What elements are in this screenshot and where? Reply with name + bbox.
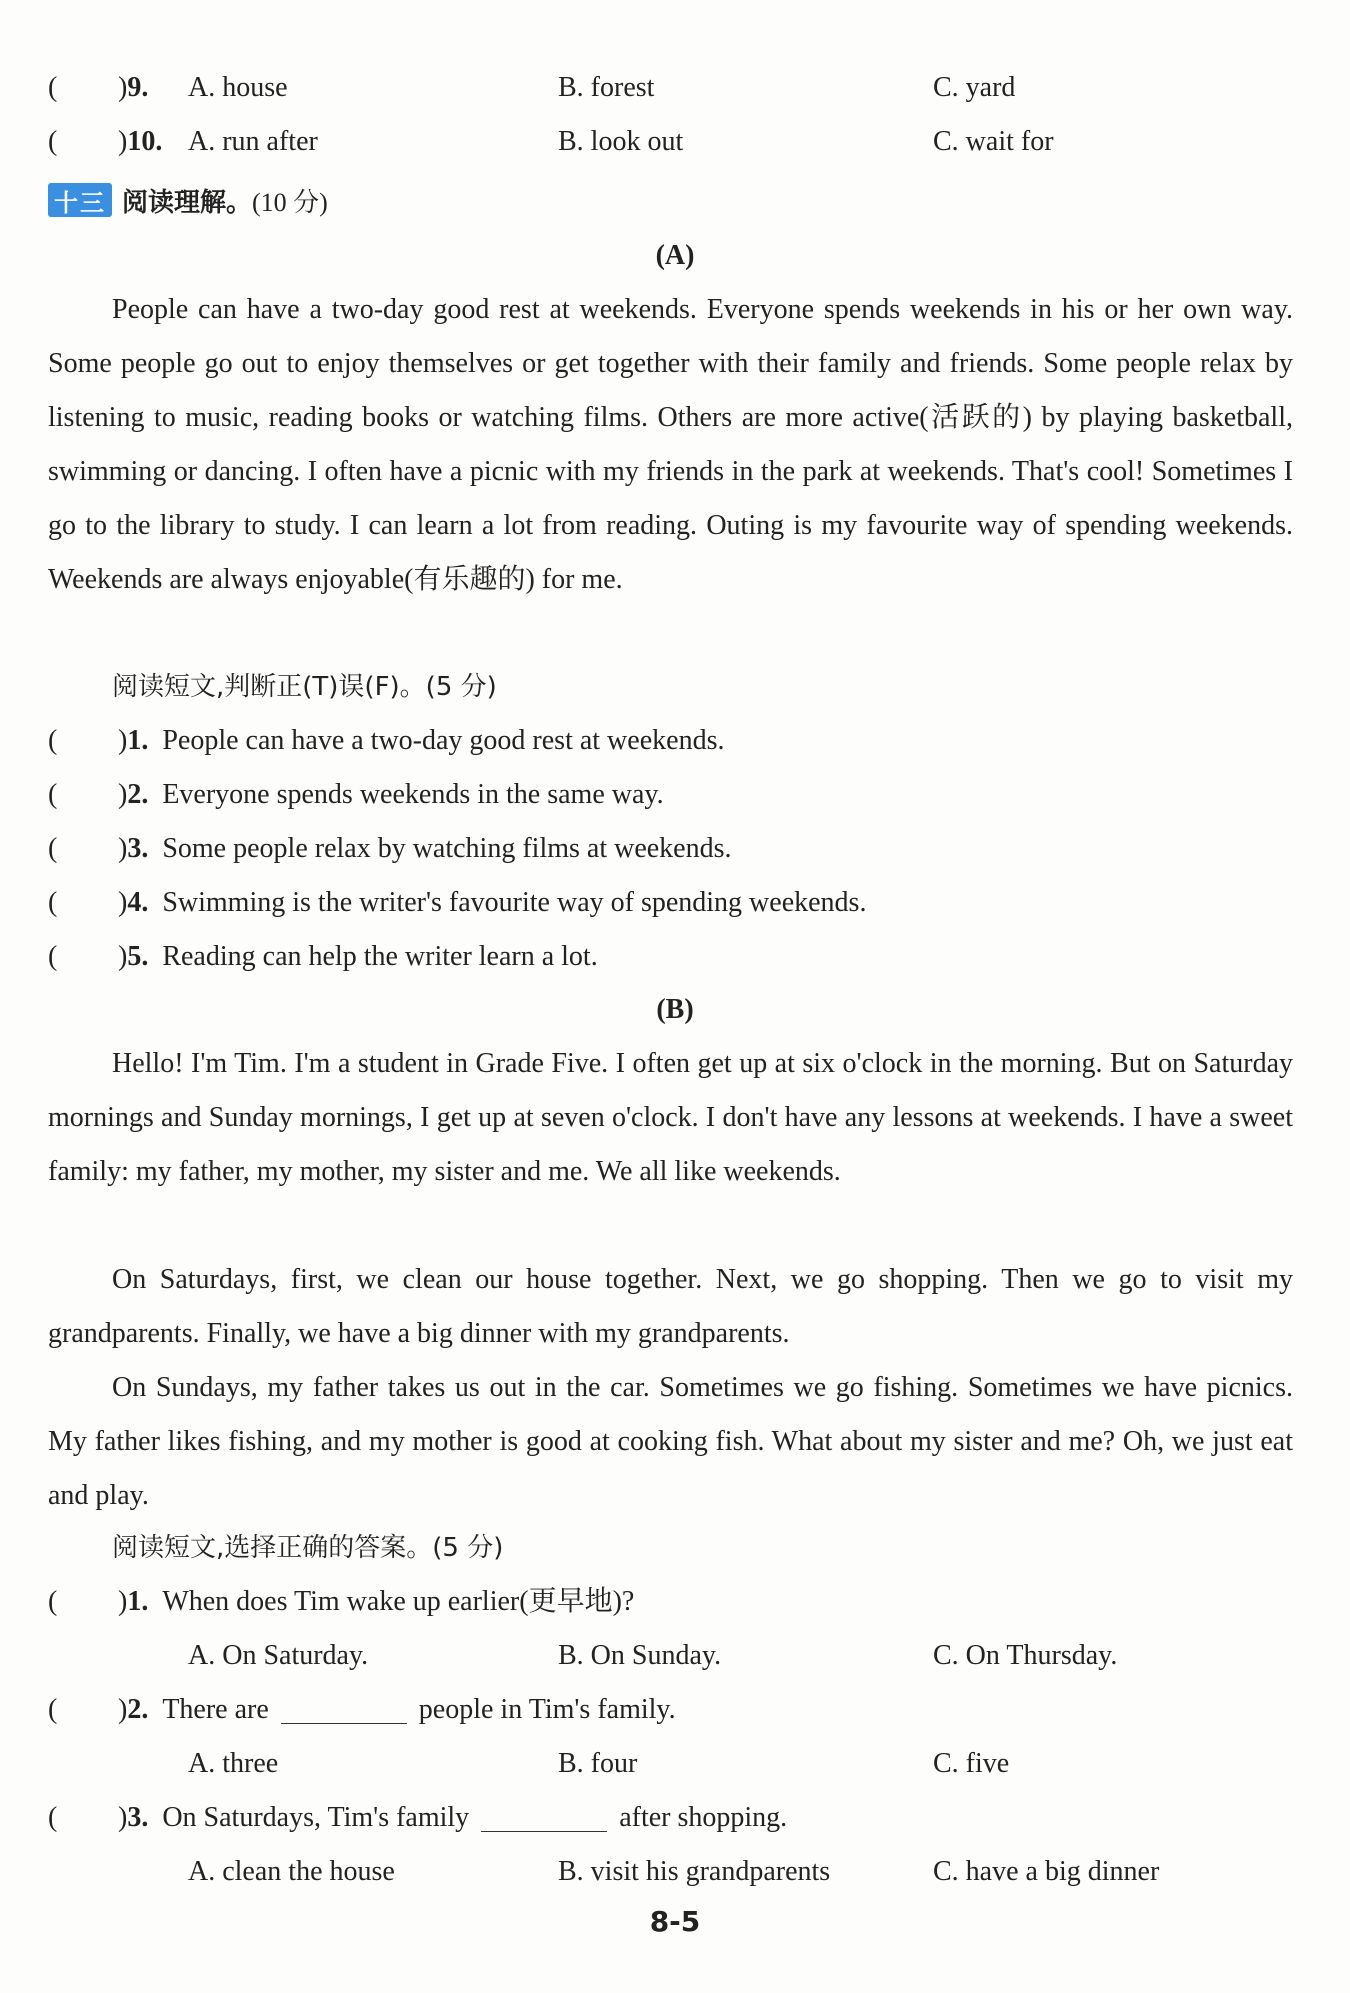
answer-paren[interactable]: ( — [48, 126, 58, 157]
question-text-after: people in Tim's family. — [418, 1694, 676, 1725]
part-a-label: (A) — [655, 240, 695, 271]
option-b: B. On Sunday. — [558, 1640, 722, 1671]
tf-question-2: ( )2. Everyone spends weekends in the same way. — [48, 775, 664, 815]
option-a: A. clean the house — [188, 1856, 395, 1887]
question-10: ( )10. A. run after B. look out C. wait for — [48, 122, 1298, 162]
section-header — [48, 180, 328, 220]
question-text: When does Tim wake up earlier(更早地)? — [162, 1586, 635, 1617]
mc-question-2: ( )2. There are people in Tim's family. — [48, 1690, 676, 1730]
option-b: B. visit his grandparents — [558, 1856, 831, 1887]
answer-paren[interactable]: ( — [48, 72, 58, 103]
mc-question-3-options — [48, 1852, 1298, 1892]
answer-paren[interactable]: ( — [48, 725, 58, 756]
passage-a: People can have a two-day good rest at weekends. Everyone spends weekends in his or her own way. Some people go out to enjoy themselves or get together with their family and friends. Some people relax by listening to music, reading books or watching films. Others are more active(活跃的) by playing basketball, swimming or dancing. I often have a picnic with my friends in the park at weekends. That's cool! Sometimes I go to the library to study. I can learn a lot from reading. Outing is my favourite way of spending weekends. Weekends are always enjoyable(有乐趣的) for me. — [48, 294, 1293, 595]
passage-b-paragraph-3: On Sundays, my father takes us out in the car. Sometimes we go fishing. Sometimes we have picnics. My father likes fishing, and my mother is good at cooking fish. What about my sister and me? Oh, we just eat and play. — [48, 1372, 1293, 1511]
tf-question-1: ( )1. People can have a two-day good rest at weekends. — [48, 721, 724, 761]
page-number: 8-5 — [649, 1905, 701, 1938]
passage-b-paragraph-1: Hello! I'm Tim. I'm a student in Grade Five. I often get up at six o'clock in the morning. But on Saturday mornings and Sunday mornings, I get up at seven o'clock. I don't have any lessons at weekends. I have a sweet family: my father, my mother, my sister and me. We all like weekends. — [48, 1048, 1293, 1187]
answer-blank[interactable] — [481, 1801, 607, 1832]
tf-question-5: ( )5. Reading can help the writer learn a lot. — [48, 937, 598, 977]
part-a-instruction: 阅读短文,判断正(T)误(F)。(5 分) — [112, 672, 497, 702]
part-b-instruction: 阅读短文,选择正确的答案。(5 分) — [112, 1533, 504, 1563]
passage-b-paragraph-2: On Saturdays, first, we clean our house together. Next, we go shopping. Then we go to visit my grandparents. Finally, we have a big dinner with my grandparents. — [48, 1264, 1293, 1349]
option-c: C. yard — [933, 72, 1016, 103]
answer-paren[interactable]: ( — [48, 941, 58, 972]
tf-question-4: ( )4. Swimming is the writer's favourite way of spending weekends. — [48, 883, 866, 923]
mc-question-1-options — [48, 1636, 1298, 1676]
option-a: A. On Saturday. — [188, 1640, 369, 1671]
tf-question-3: ( )3. Some people relax by watching films at weekends. — [48, 829, 732, 869]
section-number-badge: 十三 — [48, 183, 112, 217]
answer-paren[interactable]: ( — [48, 1694, 58, 1725]
option-b: B. four — [558, 1748, 638, 1779]
section-title: 阅读理解。 — [122, 187, 253, 218]
option-a: A. three — [188, 1748, 279, 1779]
question-9: ( )9. A. house B. forest C. yard — [48, 68, 1298, 108]
option-c: C. wait for — [933, 126, 1054, 157]
question-number: 9. — [127, 72, 149, 103]
answer-paren[interactable]: ( — [48, 1802, 58, 1833]
answer-paren[interactable]: ( — [48, 833, 58, 864]
answer-paren[interactable]: ( — [48, 1586, 58, 1617]
answer-paren[interactable]: ( — [48, 779, 58, 810]
option-a: A. run after — [188, 126, 318, 157]
answer-paren[interactable]: ( — [48, 887, 58, 918]
option-b: B. forest — [558, 72, 655, 103]
option-b: B. look out — [558, 126, 684, 157]
question-text-before: There are — [162, 1694, 269, 1725]
section-score: (10 分) — [252, 187, 328, 217]
mc-question-1: ( )1. When does Tim wake up earlier(更早地)? — [48, 1582, 634, 1622]
option-a: A. house — [188, 72, 288, 103]
question-text: People can have a two-day good rest at weekends. — [162, 725, 725, 756]
mc-question-2-options — [48, 1744, 1298, 1784]
part-b-label: (B) — [656, 994, 694, 1025]
question-text: Reading can help the writer learn a lot. — [162, 941, 598, 972]
question-text: Everyone spends weekends in the same way. — [162, 779, 664, 810]
option-c: C. On Thursday. — [933, 1640, 1118, 1671]
question-number: 10. — [127, 126, 163, 157]
option-c: C. have a big dinner — [933, 1856, 1160, 1887]
answer-blank[interactable] — [281, 1693, 407, 1724]
question-text: Swimming is the writer's favourite way of spending weekends. — [162, 887, 867, 918]
question-text-after: after shopping. — [619, 1802, 788, 1833]
option-c: C. five — [933, 1748, 1010, 1779]
mc-question-3: ( )3. On Saturdays, Tim's family after shopping. — [48, 1798, 787, 1838]
question-text: Some people relax by watching films at weekends. — [162, 833, 732, 864]
question-text-before: On Saturdays, Tim's family — [162, 1802, 470, 1833]
